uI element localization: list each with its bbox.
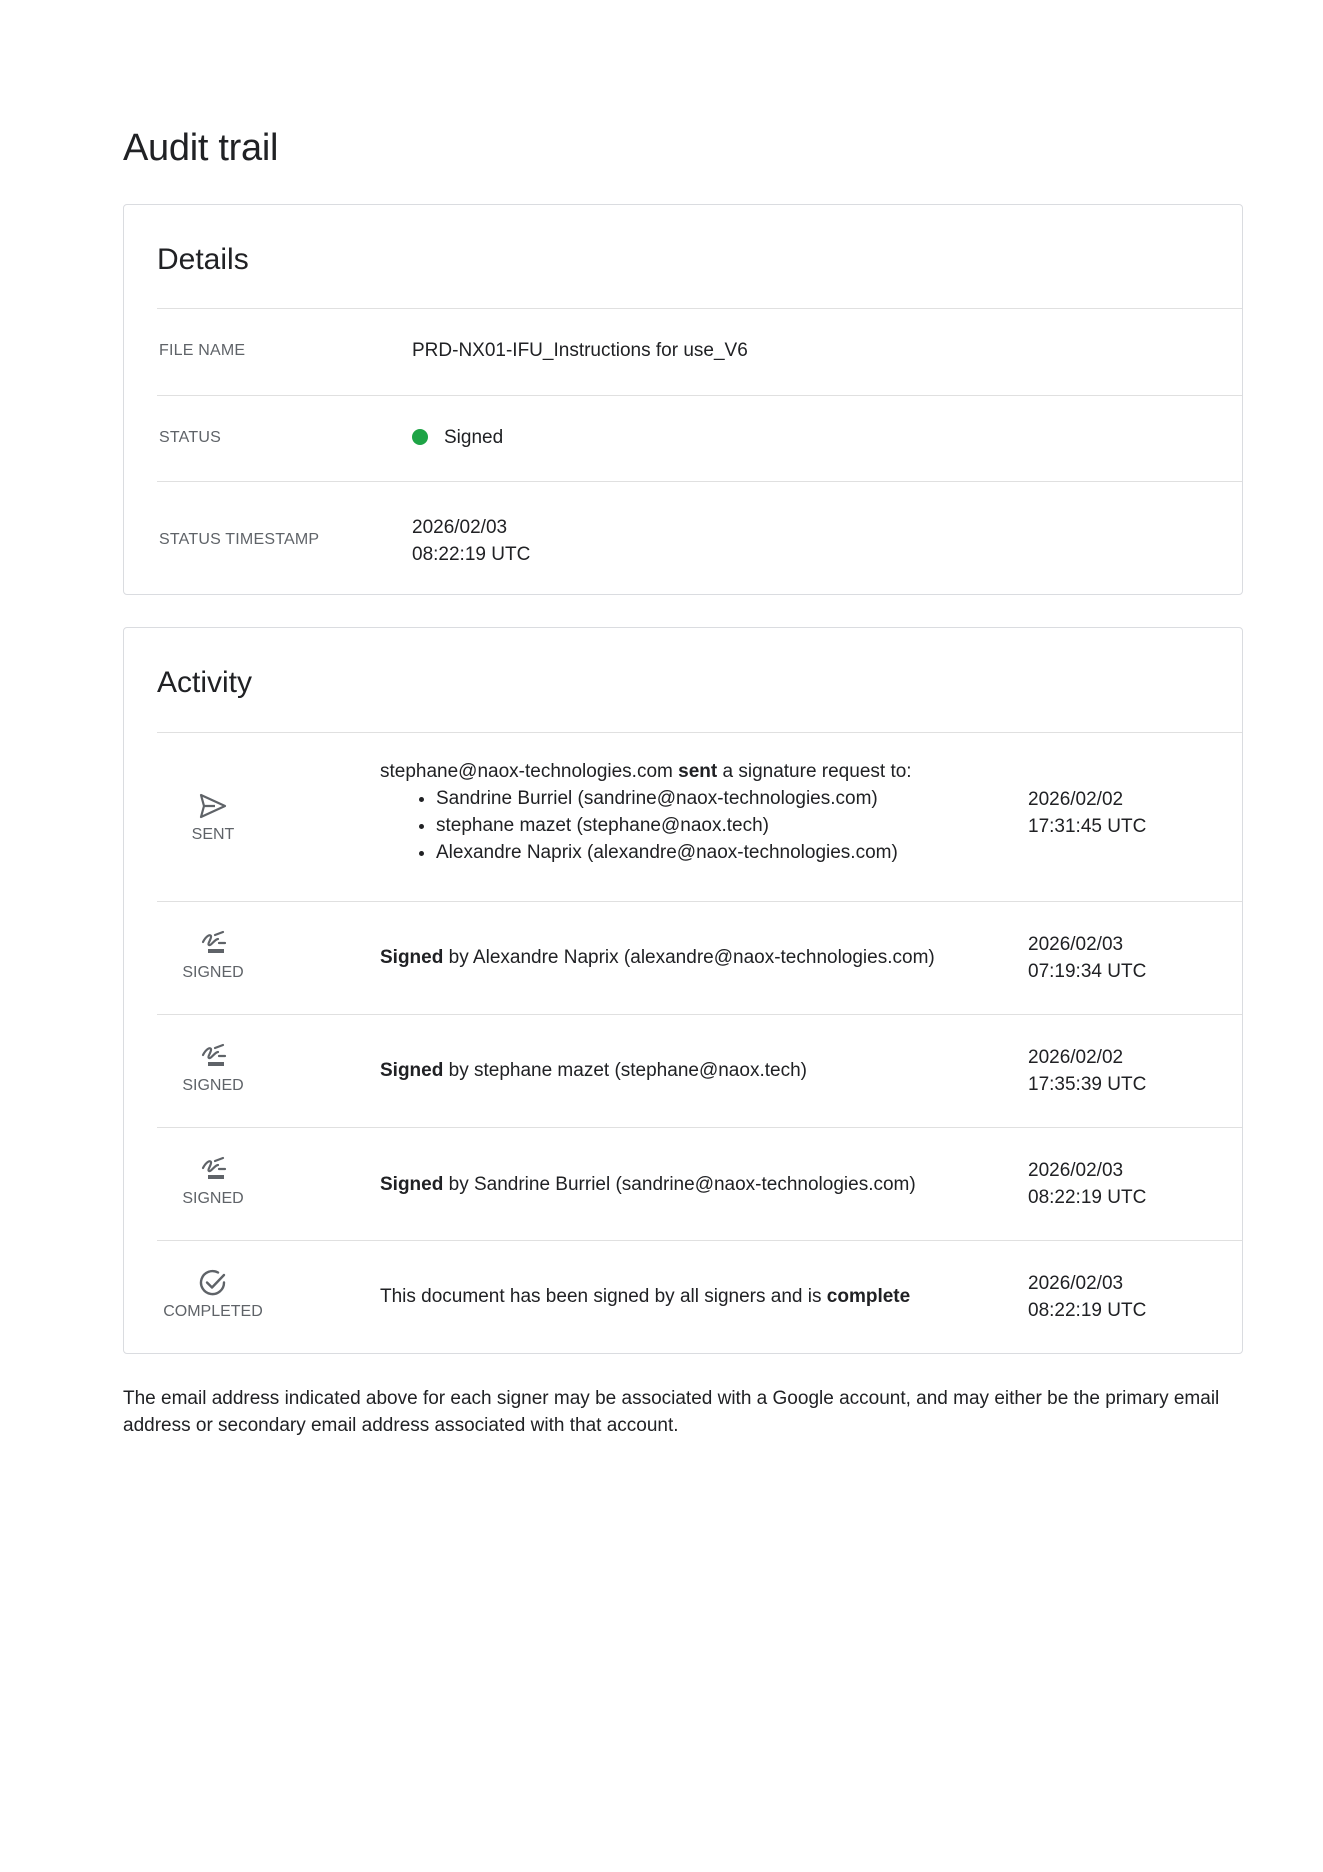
status-text: Signed: [444, 427, 504, 448]
status-timestamp-time: 08:22:19 UTC: [412, 544, 531, 565]
activity-time: 17:35:39 UTC: [1028, 1074, 1147, 1095]
recipient-item: • stephane mazet (stephane@naox.tech): [436, 812, 912, 839]
action-text: a signature request to:: [722, 761, 912, 782]
activity-timestamp: [1028, 1044, 1146, 1098]
send-icon: [197, 790, 229, 822]
activity-label: SIGNED: [182, 1190, 244, 1207]
activity-label: SIGNED: [182, 1077, 244, 1094]
activity-date: 2026/02/03: [1028, 1273, 1124, 1294]
activity-icon-block: [157, 1267, 269, 1321]
activity-label: SIGNED: [182, 964, 244, 981]
activity-timestamp: [1028, 1270, 1146, 1324]
activity-text: [380, 1057, 807, 1084]
action-verb: Signed: [380, 1060, 444, 1081]
status-timestamp-label: STATUS TIMESTAMP: [159, 531, 320, 548]
action-text: by Alexandre Naprix (alexandre@naox-technologies.com): [443, 947, 935, 968]
activity-row-sent: [157, 733, 1242, 901]
footnote: The email address indicated above for each signer may be associated with a Google account, and may either be the primary email address or secondary email address associated with that account.: [123, 1388, 1220, 1436]
status-label: STATUS: [159, 429, 221, 446]
activity-label: COMPLETED: [163, 1303, 263, 1320]
status-row: [157, 396, 1242, 481]
activity-date: 2026/02/02: [1028, 789, 1124, 810]
action-verb: complete: [826, 1286, 911, 1307]
action-text: by Sandrine Burriel (sandrine@naox-technologies.com): [443, 1174, 916, 1195]
activity-icon-block: [157, 1154, 269, 1208]
activity-title: Activity: [157, 666, 253, 699]
activity-row-completed: [157, 1241, 1242, 1352]
status-dot-icon: [412, 429, 428, 445]
action-verb: Signed: [380, 1174, 444, 1195]
action-verb: Signed: [380, 947, 444, 968]
activity-timestamp: [1028, 786, 1146, 840]
activity-time: 17:31:45 UTC: [1028, 816, 1147, 837]
activity-icon-block: [157, 928, 269, 982]
check-circle-icon: [197, 1267, 229, 1299]
activity-time: 08:22:19 UTC: [1028, 1187, 1147, 1208]
activity-label: SENT: [191, 826, 235, 843]
activity-timestamp: [1028, 1157, 1146, 1211]
activity-text: [380, 944, 935, 971]
status-timestamp-value: [412, 514, 530, 568]
signature-icon: [197, 1154, 229, 1186]
activity-date: 2026/02/03: [1028, 1160, 1124, 1181]
activity-text: [380, 758, 912, 866]
activity-row-signed: [157, 902, 1242, 1014]
activity-row-signed: [157, 1015, 1242, 1127]
signature-icon: [197, 928, 229, 960]
activity-time: 07:19:34 UTC: [1028, 961, 1147, 982]
file-name-label: FILE NAME: [159, 342, 246, 359]
activity-row-signed: [157, 1128, 1242, 1240]
activity-date: 2026/02/02: [1028, 1047, 1124, 1068]
file-name-row: [157, 309, 1242, 394]
status-value: [412, 424, 503, 451]
signature-icon: [197, 1041, 229, 1073]
activity-icon-block: [157, 790, 269, 844]
status-timestamp-row: [157, 482, 1242, 592]
activity-timestamp: [1028, 931, 1146, 985]
activity-card: [123, 627, 1243, 1354]
activity-icon-block: [157, 1041, 269, 1095]
sender-email: stephane@naox-technologies.com: [380, 761, 673, 782]
status-timestamp-date: 2026/02/03: [412, 517, 508, 538]
recipient-item: • Sandrine Burriel (sandrine@naox-technologies.com): [436, 785, 912, 812]
activity-text: [380, 1171, 916, 1198]
details-card: [123, 204, 1243, 595]
activity-date: 2026/02/03: [1028, 934, 1124, 955]
action-text: by stephane mazet (stephane@naox.tech): [443, 1060, 807, 1081]
activity-time: 08:22:19 UTC: [1028, 1300, 1147, 1321]
recipient-item: • Alexandre Naprix (alexandre@naox-technologies.com): [436, 839, 912, 866]
action-verb: sent: [678, 761, 718, 782]
action-text: This document has been signed by all signers and is: [380, 1286, 827, 1307]
page-title: Audit trail: [123, 127, 279, 169]
details-title: Details: [157, 243, 249, 276]
file-name-value: PRD-NX01-IFU_Instructions for use_V6: [412, 340, 748, 361]
recipient-list: [380, 785, 912, 866]
activity-text: [380, 1283, 910, 1310]
